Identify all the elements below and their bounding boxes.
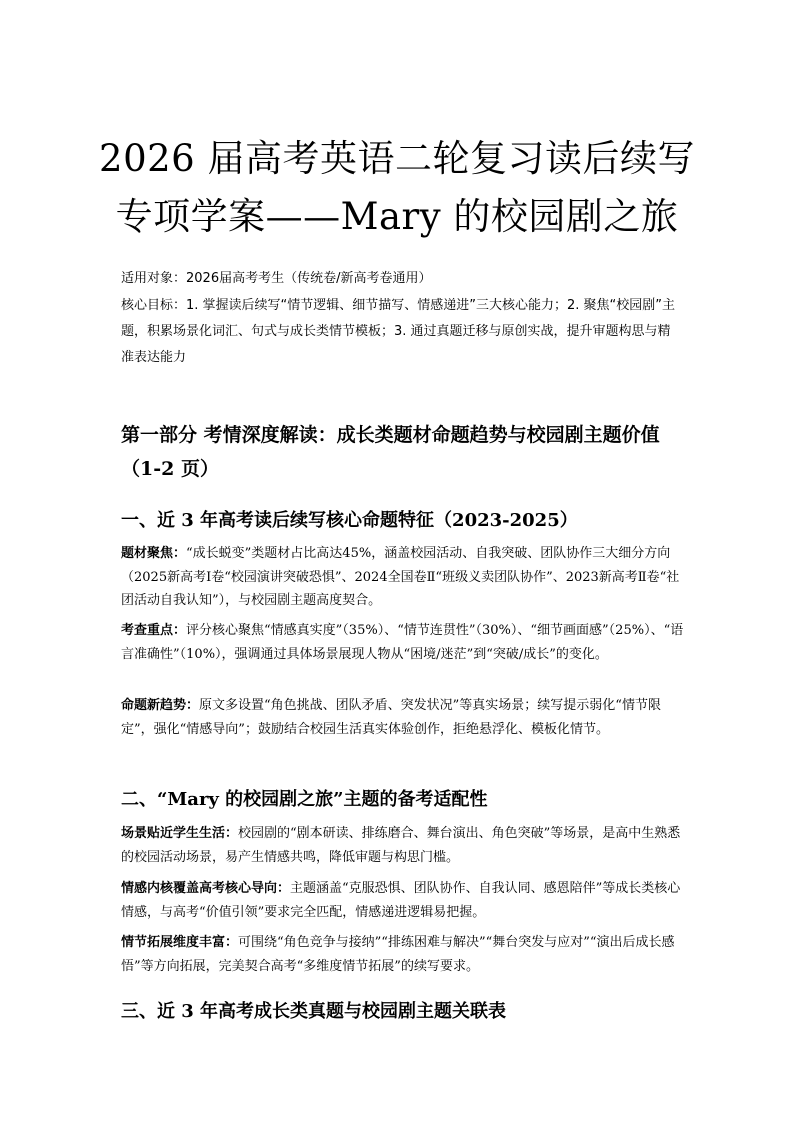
item-label: 题材聚焦： — [121, 546, 187, 561]
item-label: 场景贴近学生生活： — [121, 826, 239, 841]
section-2-heading: 二、“Mary 的校园剧之旅”主题的备考适配性 — [121, 789, 488, 810]
item-text: 原文多设置“角色挑战、团队矛盾、突发状况”等真实场景；续写提示弱化“情节限定”，强化“情感导向”；鼓励结合校园生活真实体验创作，拒绝悬浮化、模板化情节。 — [121, 698, 661, 737]
item-text: “成长蜕变”类题材占比高达45%，涵盖校园活动、自我突破、团队协作三大细分方向（2025新高考Ⅰ卷“校园演讲突破恐惧”、2024全国卷Ⅱ“班级义卖团队协作”、2023新高考Ⅱ卷“社团活动自我认知”），与校园剧主题高度契合。 — [121, 546, 680, 608]
item-text: 评分核心聚焦“情感真实度”（35%）、“情节连贯性”（30%）、“细节画面感”（25%）、“语言准确性”（10%），强调通过具体场景展现人物从“困境/迷茫”到“突破/成长”的变化。 — [121, 623, 684, 662]
item-label: 命题新趋势： — [121, 698, 200, 713]
item-label: 情节拓展维度丰富： — [121, 935, 239, 950]
section-3-heading: 三、近 3 年高考成长类真题与校园剧主题关联表 — [121, 1001, 507, 1022]
section-1-heading: 一、近 3 年高考读后续写核心命题特征（2023-2025） — [121, 510, 578, 531]
part-1-heading: 第一部分 考情深度解读：成长类题材命题趋势与校园剧主题价值（1-2 页） — [121, 424, 660, 480]
section-1-item-trend — [121, 694, 686, 741]
section-2-item-emotion — [121, 877, 686, 924]
section-1-item-focus — [121, 619, 686, 666]
core-goal: 核心目标：1. 掌握读后续写“情节逻辑、细节描写、情感递进”三大核心能力；2. 聚焦“校园剧”主题，积累场景化词汇、句式与成长类情节模板；3. 通过真题迁移与原创实战，提升审题构思与精准表达能力 — [121, 298, 676, 365]
item-label: 考查重点： — [121, 623, 187, 638]
section-1-item-topic — [121, 542, 686, 613]
document-title-line-2: 专项学案——Mary 的校园剧之旅 — [115, 195, 679, 238]
item-label: 情感内核覆盖高考核心导向： — [121, 881, 291, 896]
item-text: 校园剧的“剧本研读、排练磨合、舞台演出、角色突破”等场景，是高中生熟悉的校园活动场景，易产生情感共鸣，降低审题与构思门槛。 — [121, 826, 681, 865]
item-text: 可围绕“角色竞争与接纳”“排练困难与解决”“舞台突发与应对”“演出后成长感悟”等方向拓展，完美契合高考“多维度情节拓展”的续写要求。 — [121, 935, 675, 974]
section-2-item-plot — [121, 931, 686, 978]
item-text: 主题涵盖“克服恐惧、团队协作、自我认同、感恩陪伴”等成长类核心情感，与高考“价值引领”要求完全匹配，情感递进逻辑易把握。 — [121, 881, 681, 920]
applicable-audience: 适用对象：2026届高考考生（传统卷/新高考卷通用） — [121, 271, 432, 286]
document-title-line-1: 2026 届高考英语二轮复习读后续写 — [99, 137, 695, 180]
section-2-item-scene — [121, 822, 686, 869]
